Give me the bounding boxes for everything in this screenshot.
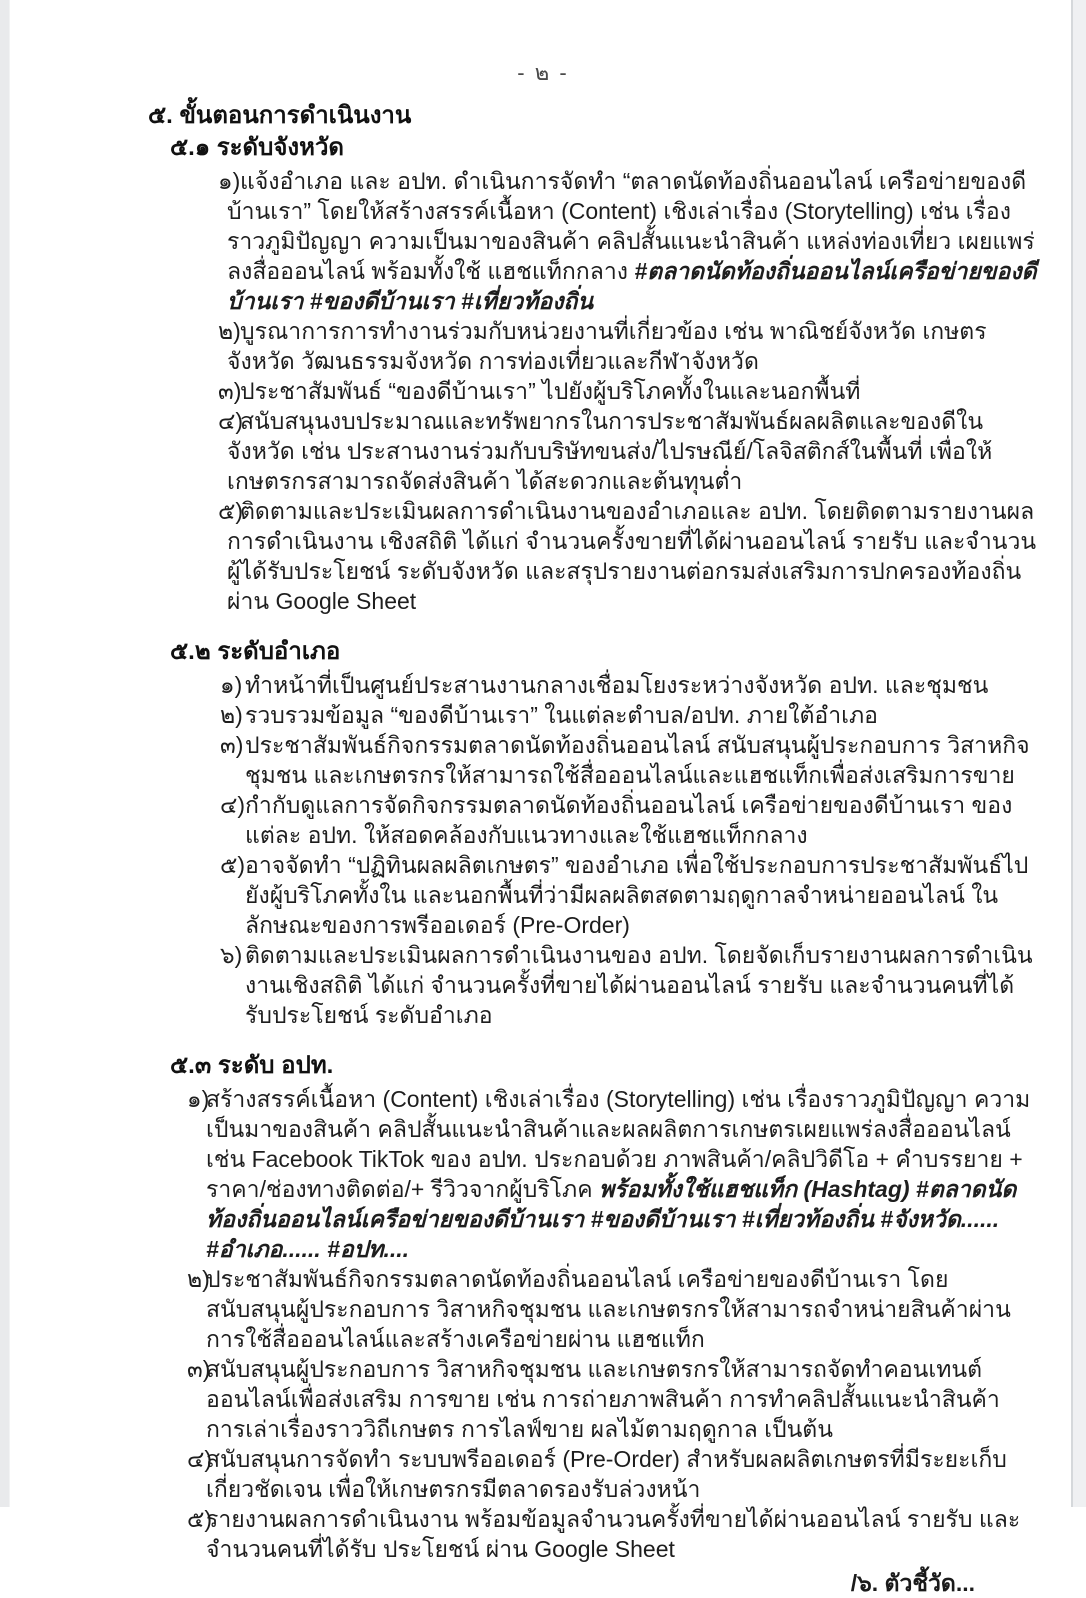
item-number: ๕) [220,852,246,878]
item-text: สนับสนุนผู้ประกอบการ วิสาหกิจชุมชน และเกษตรกรให้สามารถจัดทำคอนเทนต์ออนไลน์เพื่อส่งเสริม การขาย เช่น การถ่ายภาพสินค้า การทำคลิปสั้นแนะนำสินค้า การเล่าเรื่องราววิถีเกษตร การไลฟ์ขาย ผลไม้ตามฤดูกาล เป็นต้น [206,1356,1000,1442]
item-text: สนับสนุนงบประมาณและทรัพยากรในการประชาสัมพันธ์ผลผลิตและของดีในจังหวัด เช่น ประสานงานร่วมกับบริษัทขนส่ง/ไปรษณีย์/โลจิสติกส์ในพื้นที่ เพื่อให้เกษตรกรสามารถจัดส่งสินค้า ได้สะดวกและต้นทุนต่ำ [227,408,993,494]
item-number: ๔) [218,408,244,434]
list-item [0,316,1038,376]
page-continuation-note: /๖. ตัวชี้วัด... [850,1570,975,1596]
subsection-5-3-title: ๕.๓ ระดับ อปท. [170,1052,334,1079]
item-number: ๔) [220,792,246,818]
list-item [0,790,1038,850]
list-item [0,1084,1038,1264]
list-item [0,1264,1038,1354]
item-number: ๔) [187,1446,213,1472]
subsection-5-1-items [0,166,1086,616]
item-number: ๓) [220,732,244,758]
item-text: ทำหน้าที่เป็นศูนย์ประสานงานกลางเชื่อมโยงระหว่างจังหวัด อปท. และชุมชน [245,672,989,698]
subsection-5-3-items [0,1084,1086,1564]
item-text: แจ้งอำเภอ และ อปท. ดำเนินการจัดทำ “ตลาดนัดท้องถิ่นออนไลน์ เครือข่ายของดีบ้านเรา” โดยให้สร้างสรรค์เนื้อหา (Content) เชิงเล่าเรื่อง (Storytelling) เช่น เรื่องราวภูมิปัญญา ความเป็นมาของสินค้า คลิปสั้นแนะนำสินค้า แหล่งท่องเที่ยว เผยแพร่ลงสื่อออนไลน์ พร้อมทั้งใช้ แฮชแท็กกลาง [227,168,1035,284]
section-5-title: ๕. ขั้นตอนการดำเนินงาน [148,102,412,129]
list-item [0,1504,1038,1564]
list-item [0,670,1038,700]
list-item [0,496,1038,616]
item-text: อาจจัดทำ “ปฏิทินผลผลิตเกษตร” ของอำเภอ เพื่อใช้ประกอบการประชาสัมพันธ์ไปยังผู้บริโภคทั้งใน และนอกพื้นที่ว่ามีผลผลิตสดตามฤดูกาลจำหน่ายออนไลน์ ในลักษณะของการพรีออเดอร์ (Pre-Order) [245,852,1029,938]
item-text: รวบรวมข้อมูล “ของดีบ้านเรา” ในแต่ละตำบล/อปท. ภายใต้อำเภอ [245,702,878,728]
list-item [0,700,1038,730]
item-number: ๒) [218,318,241,344]
list-item [0,1354,1038,1444]
item-text: ประชาสัมพันธ์กิจกรรมตลาดนัดท้องถิ่นออนไลน์ สนับสนุนผู้ประกอบการ วิสาหกิจชุมชน และเกษตรกรให้สามารถใช้สื่อออนไลน์และแฮชแท็กเพื่อส่งเสริมการขาย [245,732,1030,788]
list-item [0,1444,1038,1504]
list-item [0,406,1038,496]
list-item [0,850,1038,940]
page-number: - ๒ - [517,60,569,85]
item-number: ๕) [218,498,244,524]
item-number: ๕) [187,1506,213,1532]
item-text: บูรณาการการทำงานร่วมกับหน่วยงานที่เกี่ยวข้อง เช่น พาณิชย์จังหวัด เกษตรจังหวัด วัฒนธรรมจังหวัด การท่องเที่ยวและกีฬาจังหวัด [227,318,987,374]
item-text: สนับสนุนการจัดทำ ระบบพรีออเดอร์ (Pre-Order) สำหรับผลผลิตเกษตรที่มีระยะเก็บเกี่ยวชัดเจน เพื่อให้เกษตรกรมีตลาดรองรับล่วงหน้า [206,1446,1007,1502]
list-item [0,730,1038,790]
item-text: ติดตามและประเมินผลการดำเนินงานของ อปท. โดยจัดเก็บรายงานผลการดำเนินงานเชิงสถิติ ได้แก่ จำนวนครั้งที่ขายได้ผ่านออนไลน์ รายรับ และจำนวนคนที่ได้รับประโยชน์ ระดับอำเภอ [245,942,1033,1028]
subsection-5-1-title: ๕.๑ ระดับจังหวัด [170,134,344,161]
hashtag-text: พร้อมทั้งใช้แฮชแท็ก (Hashtag) #ตลาดนัดท้องถิ่นออนไลน์เครือข่ายของดีบ้านเรา #ของดีบ้านเรา #เที่ยวท้องถิ่น #จังหวัด...... #อำเภอ...... #อปท.... [206,1176,1017,1262]
subsection-5-2-items [0,670,1086,1030]
item-number: ๒) [220,702,243,728]
item-number: ๒) [187,1266,210,1292]
item-text: กำกับดูแลการจัดกิจกรรมตลาดนัดท้องถิ่นออนไลน์ เครือข่ายของดีบ้านเรา ของแต่ละ อปท. ให้สอดคล้องกับแนวทางและใช้แฮชแท็กกลาง [245,792,1013,848]
item-text: รายงานผลการดำเนินงาน พร้อมข้อมูลจำนวนครั้งที่ขายได้ผ่านออนไลน์ รายรับ และจำนวนคนที่ได้รับ ประโยชน์ ผ่าน Google Sheet [206,1506,1021,1562]
item-number: ๑) [187,1086,210,1112]
list-item [0,376,1038,406]
item-number: ๑) [218,168,241,194]
item-number: ๓) [187,1356,211,1382]
item-text: ติดตามและประเมินผลการดำเนินงานของอำเภอและ อปท. โดยติดตามรายงานผลการดำเนินงาน เชิงสถิติ ได้แก่ จำนวนครั้งขายที่ได้ผ่านออนไลน์ รายรับ และจำนวนผู้ได้รับประโยชน์ ระดับจังหวัด และสรุปรายงานต่อกรมส่งเสริมการปกครองท้องถิ่น ผ่าน Google Sheet [227,498,1037,614]
subsection-5-2-title: ๕.๒ ระดับอำเภอ [170,638,341,665]
item-text: สร้างสรรค์เนื้อหา (Content) เชิงเล่าเรื่อง (Storytelling) เช่น เรื่องราวภูมิปัญญา ความเป็นมาของสินค้า คลิปสั้นแนะนำสินค้าและผลผลิตการเกษตรเผยแพร่ลงสื่อออนไลน์ เช่น Facebook TikTok ของ อปท. ประกอบด้วย ภาพสินค้า/คลิปวิดีโอ + คำบรรยาย + ราคา/ช่องทางติดต่อ/+ รีวิวจากผู้บริโภค [206,1086,1031,1202]
item-text: ประชาสัมพันธ์ “ของดีบ้านเรา” ไปยังผู้บริโภคทั้งในและนอกพื้นที่ [240,378,861,404]
item-number: ๖) [220,942,243,968]
list-item [0,940,1038,1030]
item-number: ๓) [218,378,242,404]
hashtag-text: #ตลาดนัดท้องถิ่นออนไลน์เครือข่ายของดีบ้านเรา #ของดีบ้านเรา #เที่ยวท้องถิ่น [227,258,1037,314]
list-item [0,166,1038,316]
item-text: ประชาสัมพันธ์กิจกรรมตลาดนัดท้องถิ่นออนไลน์ เครือข่ายของดีบ้านเรา โดยสนับสนุนผู้ประกอบการ วิสาหกิจชุมชน และเกษตรกรให้สามารถจำหน่ายสินค้าผ่านการใช้สื่อออนไลน์และสร้างเครือข่ายผ่าน แฮชแท็ก [206,1266,1011,1352]
item-number: ๑) [220,672,243,698]
